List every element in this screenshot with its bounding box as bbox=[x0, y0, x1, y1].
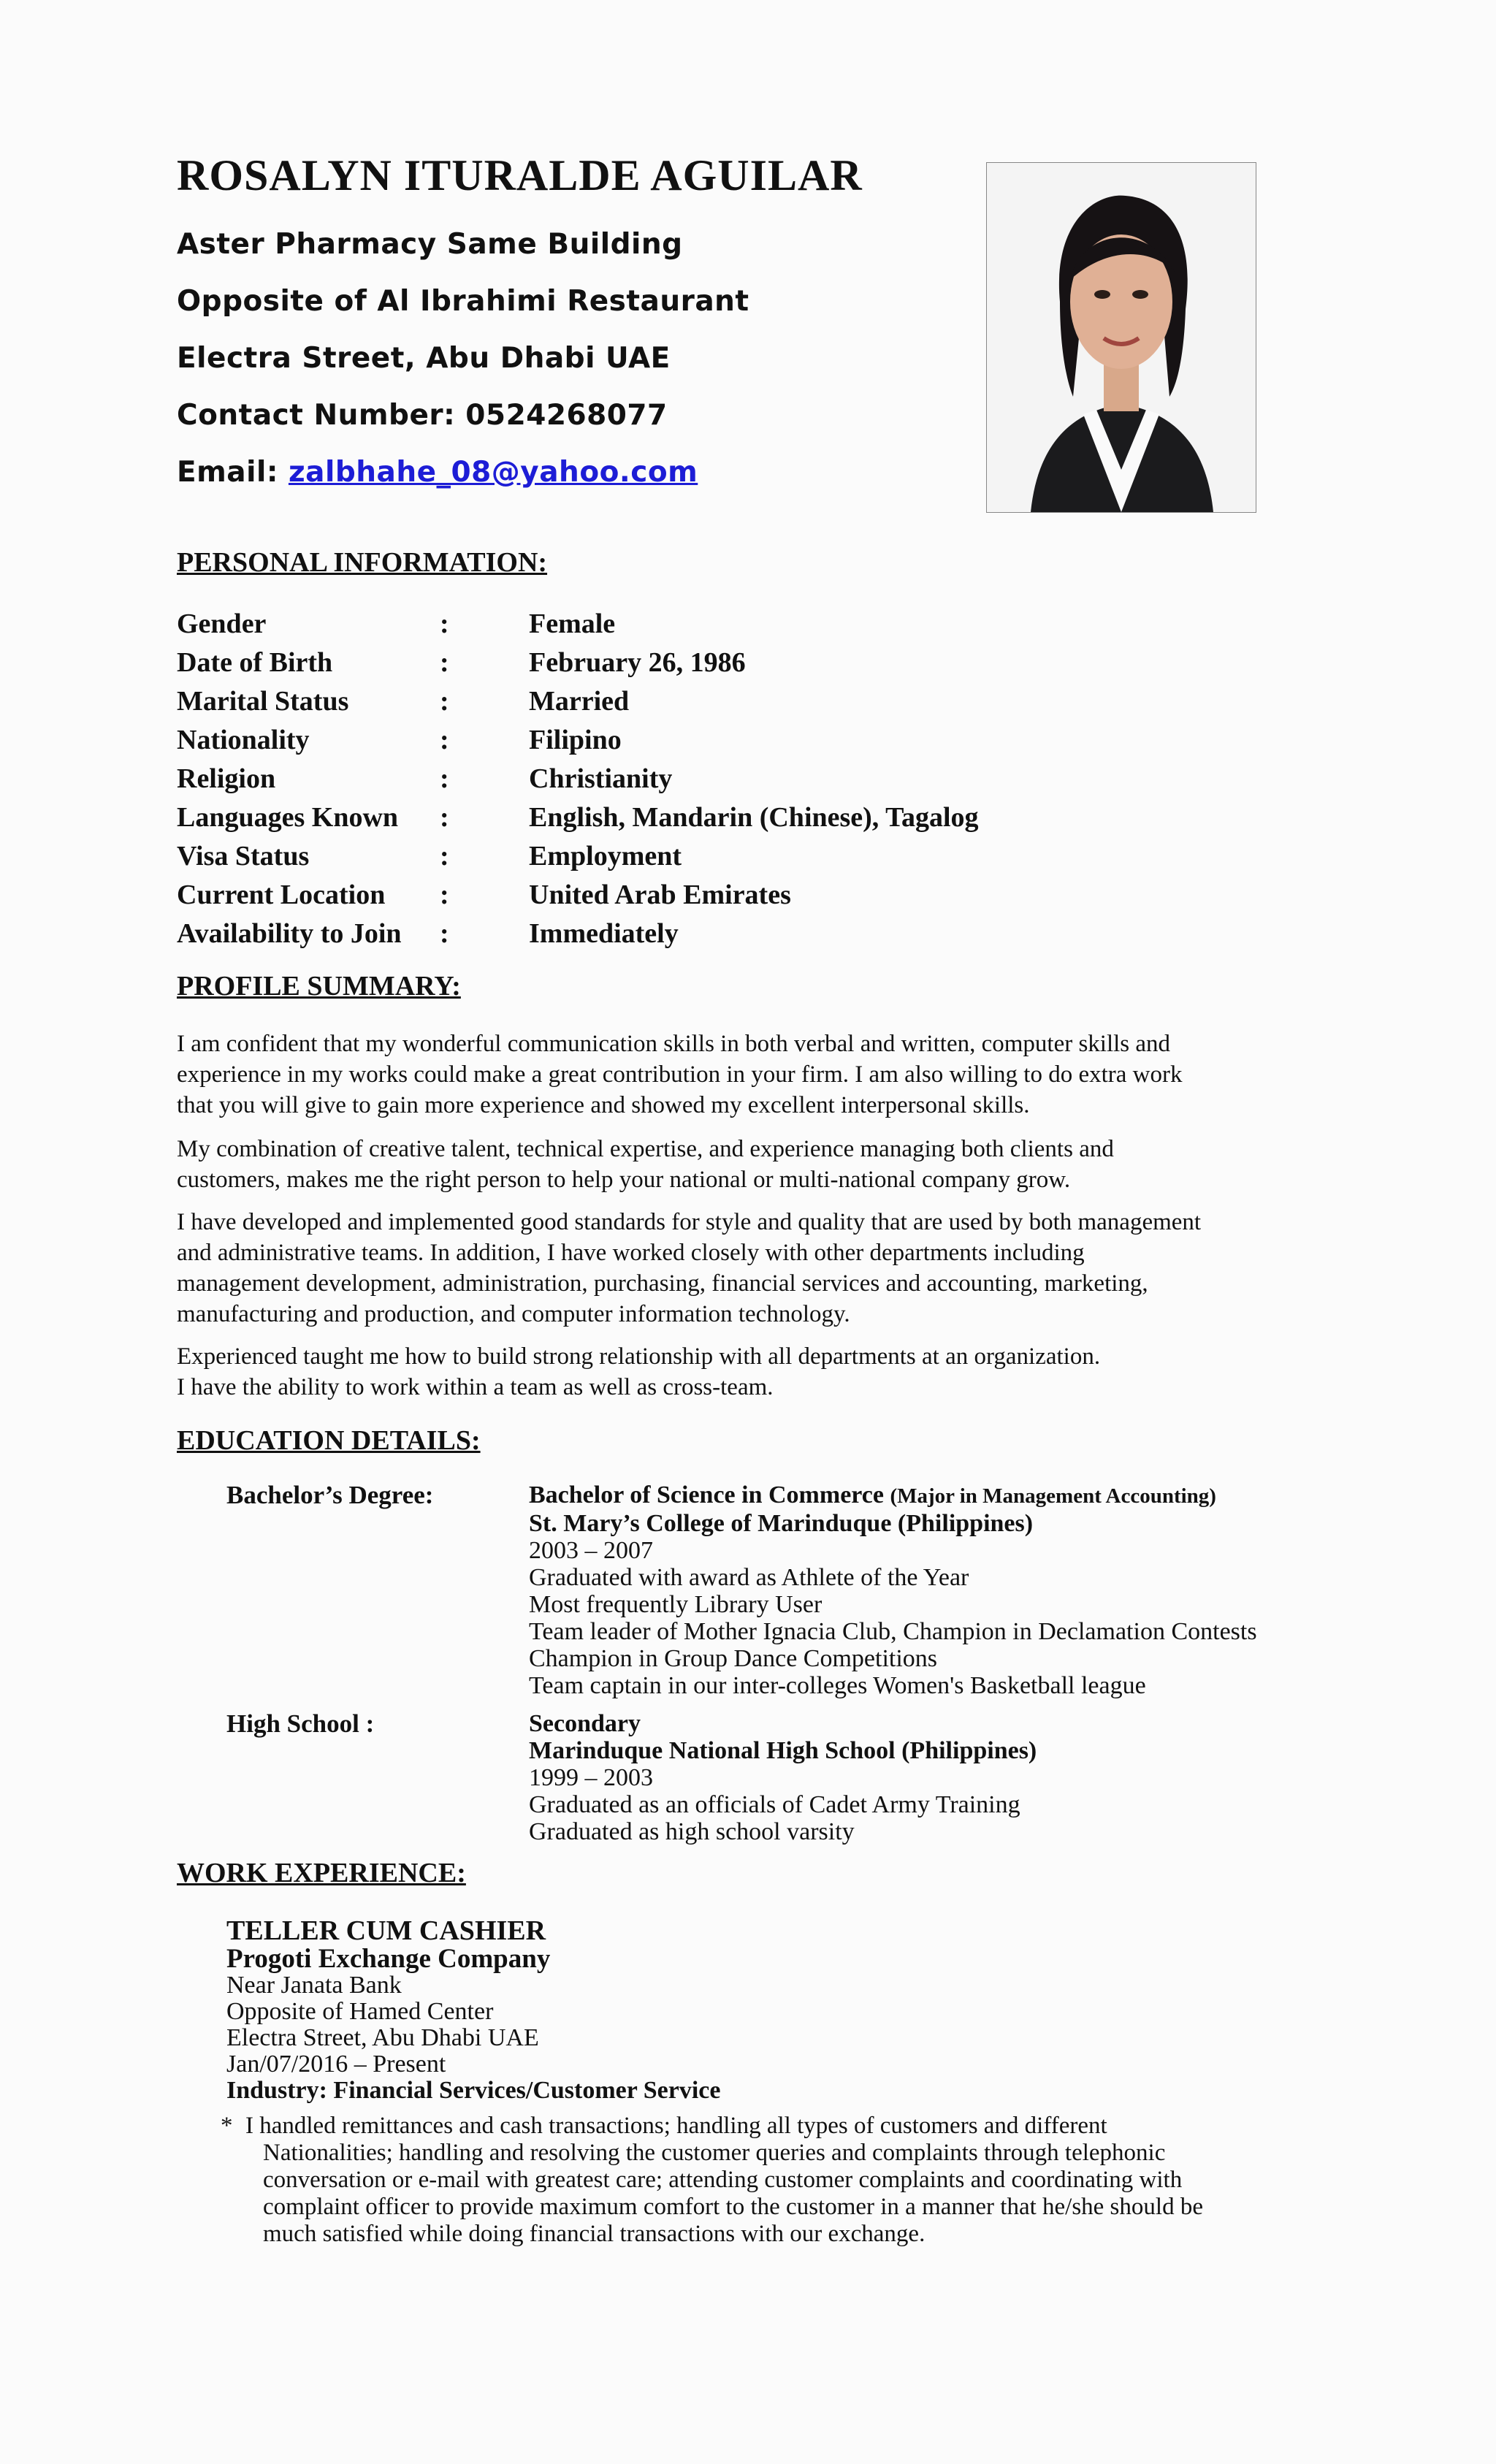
college-note: Team leader of Mother Ignacia Club, Champion in Declamation Contests bbox=[529, 1618, 1257, 1645]
company-location-line: Near Janata Bank bbox=[226, 1972, 402, 1999]
company-name: Progoti Exchange Company bbox=[226, 1944, 551, 1974]
paragraph-line: management development, administration, purchasing, financial services and accounting, marketing, bbox=[177, 1270, 1148, 1297]
college-note: Most frequently Library User bbox=[529, 1591, 823, 1618]
paragraph-line: I have developed and implemented good standards for style and quality that are used by both management bbox=[177, 1209, 1202, 1235]
duty-first-line: I handled remittances and cash transactions; handling all types of customers and different bbox=[245, 2113, 1107, 2139]
info-colon: : bbox=[440, 763, 449, 794]
highschool-level: Secondary bbox=[529, 1710, 641, 1737]
college-note: Champion in Group Dance Competitions bbox=[529, 1645, 938, 1672]
paragraph-line: I am confident that my wonderful communication skills in both verbal and written, computer skills and bbox=[177, 1031, 1171, 1057]
info-value: Employment bbox=[529, 841, 682, 871]
paragraph-line: customers, makes me the right person to help your national or multi-national company grow. bbox=[177, 1167, 1071, 1193]
highschool-details bbox=[529, 1710, 1037, 1845]
college-name: St. Mary’s College of Marinduque (Philippines) bbox=[529, 1510, 1034, 1537]
paragraph-line: manufacturing and production, and computer information technology. bbox=[177, 1301, 850, 1327]
paragraph-line: I have the ability to work within a team as well as cross-team. bbox=[177, 1374, 774, 1400]
profile-paragraph-2 bbox=[177, 1134, 1331, 1195]
job-industry: Industry: Financial Services/Customer Service bbox=[226, 2077, 721, 2104]
info-label: Nationality bbox=[177, 725, 310, 755]
bachelor-label: Bachelor’s Degree: bbox=[226, 1481, 434, 1509]
info-colon: : bbox=[440, 802, 449, 833]
profile-summary-heading: PROFILE SUMMARY: bbox=[177, 971, 461, 1002]
info-label: Gender bbox=[177, 609, 267, 639]
profile-paragraph-1 bbox=[177, 1029, 1331, 1121]
info-colon: : bbox=[440, 609, 449, 639]
info-colon: : bbox=[440, 841, 449, 871]
paragraph-line: Experienced taught me how to build strong relationship with all departments at an organization. bbox=[177, 1343, 1101, 1370]
education-heading: EDUCATION DETAILS: bbox=[177, 1425, 481, 1456]
info-colon: : bbox=[440, 918, 449, 949]
highschool-note: Graduated as an officials of Cadet Army Training bbox=[529, 1791, 1020, 1818]
info-label: Marital Status bbox=[177, 686, 349, 717]
info-value: Christianity bbox=[529, 763, 673, 794]
highschool-label: High School : bbox=[226, 1709, 375, 1738]
address-line-2: Opposite of Al Ibrahimi Restaurant bbox=[177, 285, 749, 318]
bachelor-details bbox=[529, 1481, 1257, 1699]
bullet-star-icon: * bbox=[221, 2113, 233, 2139]
highschool-years: 1999 – 2003 bbox=[529, 1764, 653, 1791]
info-colon: : bbox=[440, 880, 449, 910]
info-value: English, Mandarin (Chinese), Tagalog bbox=[529, 802, 979, 833]
profile-photo bbox=[986, 162, 1256, 513]
info-colon: : bbox=[440, 725, 449, 755]
profile-paragraph-3 bbox=[177, 1207, 1331, 1330]
contact-number: Contact Number: 0524268077 bbox=[177, 399, 668, 432]
college-note: Team captain in our inter-colleges Women's Basketball league bbox=[529, 1672, 1146, 1699]
info-label: Religion bbox=[177, 763, 276, 794]
info-value: Female bbox=[529, 609, 616, 639]
duty-line: Nationalities; handling and resolving the customer queries and complaints through telephonic bbox=[263, 2140, 1166, 2166]
candidate-name: ROSALYN ITURALDE AGUILAR bbox=[177, 151, 863, 199]
info-colon: : bbox=[440, 686, 449, 717]
info-value: Married bbox=[529, 686, 630, 717]
info-label: Availability to Join bbox=[177, 918, 402, 949]
duty-continuation bbox=[263, 2140, 1203, 2248]
degree-name: Bachelor of Science in Commerce bbox=[529, 1481, 884, 1508]
college-years: 2003 – 2007 bbox=[529, 1537, 653, 1564]
info-value: February 26, 1986 bbox=[529, 647, 746, 678]
info-label: Current Location bbox=[177, 880, 386, 910]
portrait-image bbox=[987, 163, 1256, 512]
highschool-name: Marinduque National High School (Philippines) bbox=[529, 1737, 1037, 1764]
job-title: TELLER CUM CASHIER bbox=[226, 1915, 546, 1946]
address-line-1: Aster Pharmacy Same Building bbox=[177, 228, 683, 261]
company-location-line: Electra Street, Abu Dhabi UAE bbox=[226, 2024, 539, 2051]
company-location-line: Opposite of Hamed Center bbox=[226, 1998, 494, 2025]
paragraph-line: experience in my works could make a great contribution in your firm. I am also willing to do extra work bbox=[177, 1061, 1183, 1088]
degree-major: (Major in Management Accounting) bbox=[890, 1484, 1216, 1508]
info-value: Immediately bbox=[529, 918, 679, 949]
highschool-note: Graduated as high school varsity bbox=[529, 1818, 855, 1845]
paragraph-line: that you will give to gain more experience and showed my excellent interpersonal skills. bbox=[177, 1092, 1030, 1118]
job-dates: Jan/07/2016 – Present bbox=[226, 2051, 446, 2078]
info-label: Visa Status bbox=[177, 841, 310, 871]
info-colon: : bbox=[440, 647, 449, 678]
work-entry bbox=[226, 1915, 720, 2104]
info-label: Date of Birth bbox=[177, 647, 333, 678]
address-line-3: Electra Street, Abu Dhabi UAE bbox=[177, 342, 671, 375]
email-row bbox=[177, 456, 698, 489]
info-value: United Arab Emirates bbox=[529, 880, 791, 910]
duty-line: much satisfied while doing financial transactions with our exchange. bbox=[263, 2221, 926, 2247]
duty-line: conversation or e-mail with greatest care; attending customer complaints and coordinating with bbox=[263, 2167, 1183, 2193]
email-link[interactable]: zalbhahe_08@yahoo.com bbox=[288, 456, 698, 489]
paragraph-line: and administrative teams. In addition, I have worked closely with other departments including bbox=[177, 1240, 1085, 1266]
college-note: Graduated with award as Athlete of the Year bbox=[529, 1564, 969, 1591]
info-label: Languages Known bbox=[177, 802, 399, 833]
email-label: Email: bbox=[177, 456, 278, 489]
personal-info-heading: PERSONAL INFORMATION: bbox=[177, 547, 548, 578]
profile-paragraph-4 bbox=[177, 1341, 1331, 1403]
duty-line: complaint officer to provide maximum comfort to the customer in a manner that he/she should be bbox=[263, 2194, 1203, 2220]
work-experience-heading: WORK EXPERIENCE: bbox=[177, 1858, 466, 1888]
paragraph-line: My combination of creative talent, technical expertise, and experience managing both clients and bbox=[177, 1136, 1114, 1162]
info-value: Filipino bbox=[529, 725, 622, 755]
